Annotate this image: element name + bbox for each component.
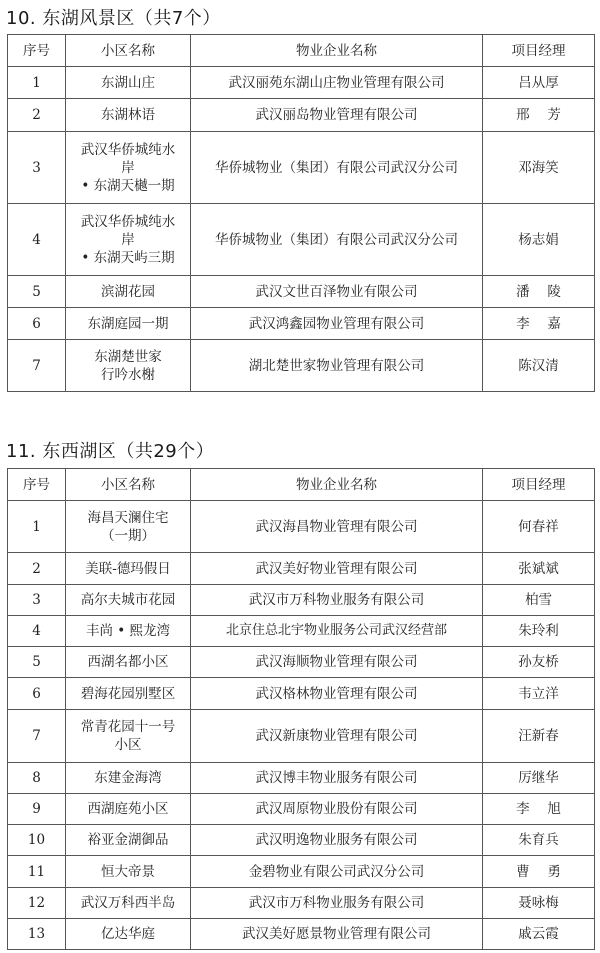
cell-manager: 戚云霞	[483, 919, 595, 950]
cell-company: 武汉美好物业管理有限公司	[191, 553, 483, 585]
cell-company: 武汉市万科物业服务有限公司	[191, 585, 483, 616]
cell-community: 东建金海湾	[66, 763, 191, 794]
table-row	[8, 276, 595, 308]
cell-community: 武汉万科西半岛	[66, 888, 191, 919]
cell-index: 11	[8, 856, 66, 888]
cell-community: 海昌天澜住宅 （一期）	[66, 501, 191, 553]
header-manager: 项目经理	[483, 35, 595, 67]
cell-manager: 朱育兵	[483, 825, 595, 856]
cell-manager: 韦立洋	[483, 678, 595, 710]
cell-index: 2	[8, 553, 66, 585]
table-row	[8, 678, 595, 710]
table-row	[8, 501, 595, 553]
cell-index: 13	[8, 919, 66, 950]
cell-company: 武汉丽苑东湖山庄物业管理有限公司	[191, 67, 483, 99]
cell-index: 7	[8, 340, 66, 392]
cell-index: 12	[8, 888, 66, 919]
cell-manager: 朱玲利	[483, 616, 595, 647]
table-row	[8, 710, 595, 763]
cell-index: 6	[8, 308, 66, 340]
header-community: 小区名称	[66, 35, 191, 67]
cell-community: 东湖山庄	[66, 67, 191, 99]
cell-manager: 汪新春	[483, 710, 595, 763]
table-row	[8, 794, 595, 825]
property-table-donghu	[7, 34, 595, 392]
cell-community: 常青花园十一号 小区	[66, 710, 191, 763]
section-title-donghu: 10. 东湖风景区（共7个）	[6, 8, 221, 29]
cell-index: 5	[8, 647, 66, 678]
property-table-dongxihu	[7, 468, 595, 950]
cell-community: 裕亚金湖御品	[66, 825, 191, 856]
cell-index: 7	[8, 710, 66, 763]
cell-company: 北京住总北宇物业服务公司武汉经营部	[191, 616, 483, 647]
table-row	[8, 67, 595, 99]
table-row	[8, 763, 595, 794]
cell-company: 武汉鸿鑫园物业管理有限公司	[191, 308, 483, 340]
cell-manager: 潘 陵	[483, 276, 595, 308]
cell-index: 5	[8, 276, 66, 308]
cell-community: 西湖庭苑小区	[66, 794, 191, 825]
cell-community: 西湖名都小区	[66, 647, 191, 678]
cell-community: 东湖林语	[66, 99, 191, 132]
cell-company: 武汉市万科物业服务有限公司	[191, 888, 483, 919]
table-row	[8, 553, 595, 585]
header-community: 小区名称	[66, 469, 191, 501]
table-row	[8, 132, 595, 204]
table-row	[8, 585, 595, 616]
cell-community: 丰尚 • 熙龙湾	[66, 616, 191, 647]
cell-manager: 张斌斌	[483, 553, 595, 585]
cell-company: 武汉美好愿景物业管理有限公司	[191, 919, 483, 950]
cell-index: 1	[8, 501, 66, 553]
cell-manager: 李 旭	[483, 794, 595, 825]
section-title-dongxihu: 11. 东西湖区（共29个）	[6, 441, 215, 462]
cell-manager: 邢 芳	[483, 99, 595, 132]
cell-community: 东湖楚世家 行吟水榭	[66, 340, 191, 392]
cell-index: 6	[8, 678, 66, 710]
cell-manager: 孙友桥	[483, 647, 595, 678]
table-row	[8, 856, 595, 888]
cell-community: 碧海花园别墅区	[66, 678, 191, 710]
cell-manager: 何春祥	[483, 501, 595, 553]
header-manager: 项目经理	[483, 469, 595, 501]
table-header-row	[8, 469, 595, 501]
cell-community: 滨湖花园	[66, 276, 191, 308]
cell-company: 金碧物业有限公司武汉分公司	[191, 856, 483, 888]
table-header-row	[8, 35, 595, 67]
cell-company: 湖北楚世家物业管理有限公司	[191, 340, 483, 392]
cell-manager: 吕从厚	[483, 67, 595, 99]
table-row	[8, 340, 595, 392]
cell-community: 恒大帝景	[66, 856, 191, 888]
table-row	[8, 647, 595, 678]
cell-index: 8	[8, 763, 66, 794]
cell-company: 武汉周原物业股份有限公司	[191, 794, 483, 825]
cell-index: 1	[8, 67, 66, 99]
header-index: 序号	[8, 35, 66, 67]
cell-index: 4	[8, 616, 66, 647]
cell-company: 华侨城物业（集团）有限公司武汉分公司	[191, 204, 483, 276]
cell-manager: 邓海笑	[483, 132, 595, 204]
cell-manager: 陈汉清	[483, 340, 595, 392]
cell-manager: 李 嘉	[483, 308, 595, 340]
cell-company: 武汉格林物业管理有限公司	[191, 678, 483, 710]
cell-index: 4	[8, 204, 66, 276]
table-row	[8, 616, 595, 647]
cell-community: 美联-德玛假日	[66, 553, 191, 585]
table-row	[8, 888, 595, 919]
table-row	[8, 919, 595, 950]
cell-community: 亿达华庭	[66, 919, 191, 950]
cell-company: 武汉博丰物业服务有限公司	[191, 763, 483, 794]
cell-index: 3	[8, 132, 66, 204]
header-company: 物业企业名称	[191, 35, 483, 67]
cell-community: 武汉华侨城纯水 岸 • 东湖天屿三期	[66, 204, 191, 276]
cell-company: 华侨城物业（集团）有限公司武汉分公司	[191, 132, 483, 204]
table-row	[8, 204, 595, 276]
cell-company: 武汉明逸物业服务有限公司	[191, 825, 483, 856]
header-index: 序号	[8, 469, 66, 501]
cell-manager: 曹 勇	[483, 856, 595, 888]
cell-index: 9	[8, 794, 66, 825]
cell-company: 武汉海顺物业管理有限公司	[191, 647, 483, 678]
cell-manager: 柏雪	[483, 585, 595, 616]
cell-community: 武汉华侨城纯水 岸 • 东湖天樾一期	[66, 132, 191, 204]
cell-community: 东湖庭园一期	[66, 308, 191, 340]
table-row	[8, 99, 595, 132]
cell-manager: 杨志娟	[483, 204, 595, 276]
cell-company: 武汉文世百泽物业有限公司	[191, 276, 483, 308]
table-row	[8, 825, 595, 856]
cell-company: 武汉海昌物业管理有限公司	[191, 501, 483, 553]
cell-index: 2	[8, 99, 66, 132]
cell-manager: 厉继华	[483, 763, 595, 794]
cell-index: 10	[8, 825, 66, 856]
cell-index: 3	[8, 585, 66, 616]
header-company: 物业企业名称	[191, 469, 483, 501]
cell-manager: 聂咏梅	[483, 888, 595, 919]
table-row	[8, 308, 595, 340]
cell-community: 高尔夫城市花园	[66, 585, 191, 616]
cell-company: 武汉丽岛物业管理有限公司	[191, 99, 483, 132]
cell-company: 武汉新康物业管理有限公司	[191, 710, 483, 763]
